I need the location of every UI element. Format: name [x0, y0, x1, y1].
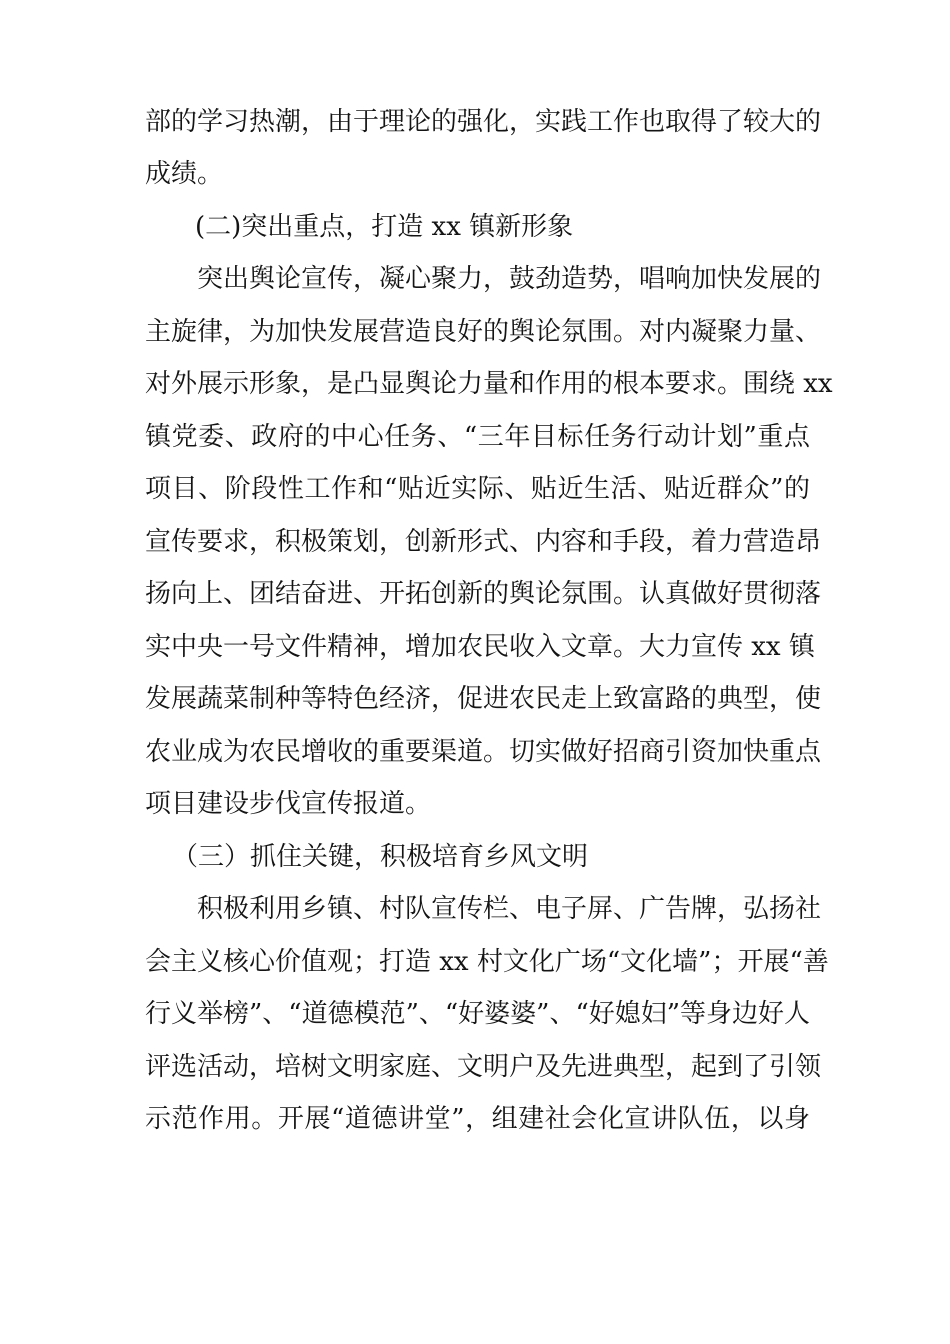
paragraph-line: 实中央一号文件精神，增加农民收入文章。大力宣传 xx 镇: [145, 632, 815, 662]
paragraph-line: 行义举榜”、“道德模范”、“好婆婆”、“好媳妇”等身边好人: [145, 999, 811, 1029]
paragraph-line: 评选活动，培树文明家庭、文明户及先进典型，起到了引领: [145, 1052, 822, 1082]
paragraph-line: 镇党委、政府的中心任务、“三年目标任务行动计划”重点: [145, 422, 810, 452]
paragraph-line: 项目、阶段性工作和“贴近实际、贴近生活、贴近群众”的: [145, 474, 810, 504]
paragraph-line: 对外展示形象，是凸显舆论力量和作用的根本要求。围绕 xx: [145, 369, 833, 399]
paragraph-line: 主旋律，为加快发展营造良好的舆论氛围。对内凝聚力量、: [145, 317, 822, 347]
section-heading-2: (二)突出重点，打造 xx 镇新形象: [195, 212, 574, 242]
section-heading-3: （三）抓住关键，积极培育乡风文明: [172, 842, 589, 872]
paragraph-line: 成绩。: [145, 159, 224, 189]
paragraph-line: 突出舆论宣传，凝心聚力，鼓劲造势，唱响加快发展的: [197, 264, 822, 294]
paragraph-line: 农业成为农民增收的重要渠道。切实做好招商引资加快重点: [145, 737, 822, 767]
paragraph-line: 宣传要求，积极策划，创新形式、内容和手段，着力营造昂: [145, 527, 822, 557]
paragraph-line: 项目建设步伐宣传报道。: [145, 789, 432, 819]
paragraph-line: 示范作用。开展“道德讲堂”，组建社会化宣讲队伍，以身: [145, 1104, 810, 1134]
paragraph-line: 发展蔬菜制种等特色经济，促进农民走上致富路的典型，使: [145, 684, 822, 714]
paragraph-line: 部的学习热潮，由于理论的强化，实践工作也取得了较大的: [145, 107, 822, 137]
paragraph-line: 扬向上、团结奋进、开拓创新的舆论氛围。认真做好贯彻落: [145, 579, 822, 609]
paragraph-line: 积极利用乡镇、村队宣传栏、电子屏、广告牌，弘扬社: [197, 894, 822, 924]
paragraph-line: 会主义核心价值观；打造 xx 村文化广场“文化墙”；开展“善: [145, 947, 829, 977]
